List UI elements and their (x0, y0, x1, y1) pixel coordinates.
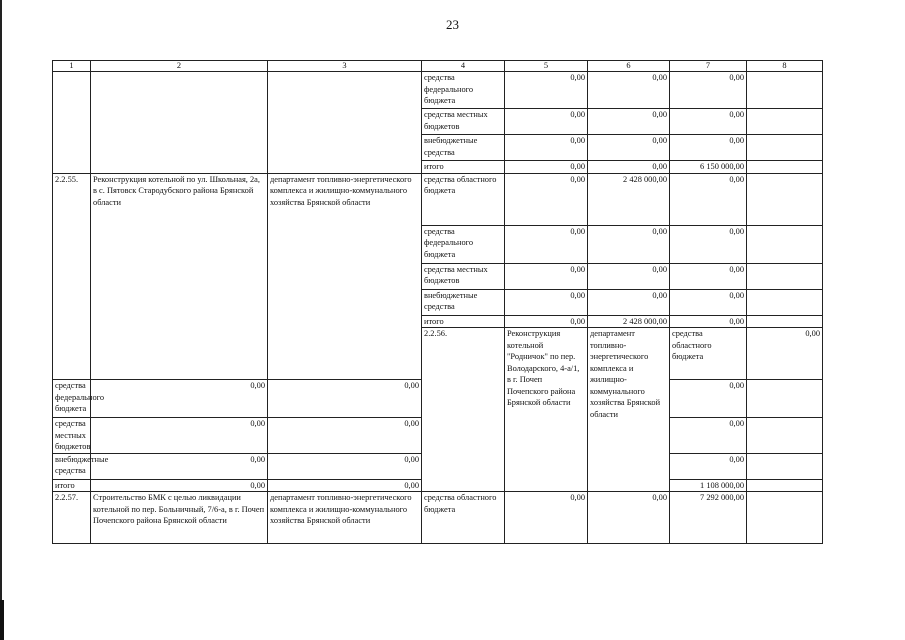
column-header: 5 (505, 61, 588, 72)
total-value: 0,00 (505, 161, 588, 174)
total-value: 1 108 000,00 (670, 479, 747, 492)
dept-cell (268, 72, 422, 174)
value-cell: 0,00 (588, 492, 670, 544)
column-header: 2 (91, 61, 268, 72)
total-value: 0,00 (268, 479, 422, 492)
value-cell: 0,00 (268, 418, 422, 454)
source-label: средства местных бюджетов (53, 418, 91, 454)
total-value: 0,00 (91, 479, 268, 492)
value-cell: 0,00 (91, 453, 268, 479)
value-cell: 0,00 (588, 289, 670, 315)
value-cell: 0,00 (588, 225, 670, 263)
item-id-cell (53, 72, 91, 174)
value-cell: 0,00 (670, 453, 747, 479)
total-value: 0,00 (670, 315, 747, 328)
empty-cell (747, 380, 823, 418)
empty-cell (747, 109, 823, 135)
empty-cell (747, 161, 823, 174)
total-label: итого (422, 315, 505, 328)
total-label: итого (422, 161, 505, 174)
page-number: 23 (446, 17, 459, 32)
value-cell: 0,00 (505, 263, 588, 289)
value-cell: 0,00 (505, 289, 588, 315)
total-value: 0,00 (505, 315, 588, 328)
value-cell: 0,00 (588, 72, 670, 109)
dept-cell: департамент топливно-энергетического комплекса и жилищно-коммунального хозяйства Брянской области (588, 328, 670, 492)
source-label: средства федерального бюджета (422, 225, 505, 263)
empty-cell (747, 453, 823, 479)
value-cell: 0,00 (91, 418, 268, 454)
value-cell: 0,00 (268, 453, 422, 479)
empty-cell (747, 263, 823, 289)
column-header: 7 (670, 61, 747, 72)
item-name-cell (91, 72, 268, 174)
table-row (53, 72, 823, 109)
value-cell: 0,00 (505, 135, 588, 161)
item-id-cell: 2.2.57. (53, 492, 91, 544)
value-cell: 0,00 (505, 173, 588, 225)
item-name-cell: Реконструкция котельной по ул. Школьная, 2а, в с. Пятовск Стародубского района Брянской области (91, 173, 268, 380)
empty-cell (747, 479, 823, 492)
value-cell: 0,00 (747, 328, 823, 380)
value-cell: 0,00 (670, 289, 747, 315)
total-value: 0,00 (588, 161, 670, 174)
table-row (53, 492, 823, 544)
value-cell: 0,00 (505, 109, 588, 135)
total-label: итого (53, 479, 91, 492)
value-cell: 0,00 (670, 109, 747, 135)
total-value: 2 428 000,00 (588, 315, 670, 328)
source-label: внебюджетные средства (53, 453, 91, 479)
value-cell: 0,00 (91, 380, 268, 418)
empty-cell (747, 72, 823, 109)
column-header: 6 (588, 61, 670, 72)
scan-edge (0, 0, 2, 640)
dept-cell: департамент топливно-энергетического комплекса и жилищно-коммунального хозяйства Брянской области (268, 492, 422, 544)
source-label: средства областного бюджета (422, 173, 505, 225)
empty-cell (747, 418, 823, 454)
source-label: средства областного бюджета (422, 492, 505, 544)
item-id-cell: 2.2.56. (422, 328, 505, 492)
item-name-cell: Реконструкция котельной "Родничок" по пер. Володарского, 4-а/1, в г. Почеп Почепского района Брянской области (505, 328, 588, 492)
value-cell: 0,00 (588, 109, 670, 135)
source-label: внебюджетные средства (422, 135, 505, 161)
value-cell: 0,00 (588, 135, 670, 161)
value-cell: 0,00 (670, 135, 747, 161)
source-label: средства федерального бюджета (422, 72, 505, 109)
value-cell: 0,00 (670, 72, 747, 109)
value-cell: 2 428 000,00 (588, 173, 670, 225)
value-cell: 0,00 (505, 492, 588, 544)
empty-cell (747, 135, 823, 161)
empty-cell (747, 173, 823, 225)
item-id-cell: 2.2.55. (53, 173, 91, 380)
header-row (53, 61, 823, 72)
column-header: 3 (268, 61, 422, 72)
value-cell: 0,00 (670, 418, 747, 454)
empty-cell (747, 225, 823, 263)
value-cell: 7 292 000,00 (670, 492, 747, 544)
empty-cell (747, 315, 823, 328)
source-label: средства федерального бюджета (53, 380, 91, 418)
value-cell: 0,00 (588, 263, 670, 289)
scan-edge-mark (0, 600, 4, 640)
source-label: внебюджетные средства (422, 289, 505, 315)
value-cell: 0,00 (670, 263, 747, 289)
table-row (53, 173, 823, 225)
budget-table (52, 60, 823, 544)
source-label: средства местных бюджетов (422, 109, 505, 135)
value-cell: 0,00 (505, 225, 588, 263)
empty-cell (747, 492, 823, 544)
column-header: 8 (747, 61, 823, 72)
value-cell: 0,00 (505, 72, 588, 109)
column-header: 1 (53, 61, 91, 72)
source-label: средства областного бюджета (670, 328, 747, 380)
item-name-cell: Строительство БМК с целью ликвидации котельной по пер. Больничный, 7/6-а, в г. Почеп Почепского района Брянской области (91, 492, 268, 544)
column-header: 4 (422, 61, 505, 72)
value-cell: 0,00 (670, 380, 747, 418)
value-cell: 0,00 (670, 225, 747, 263)
total-value: 6 150 000,00 (670, 161, 747, 174)
source-label: средства местных бюджетов (422, 263, 505, 289)
dept-cell: департамент топливно-энергетического комплекса и жилищно-коммунального хозяйства Брянской области (268, 173, 422, 380)
value-cell: 0,00 (670, 173, 747, 225)
empty-cell (747, 289, 823, 315)
value-cell: 0,00 (268, 380, 422, 418)
